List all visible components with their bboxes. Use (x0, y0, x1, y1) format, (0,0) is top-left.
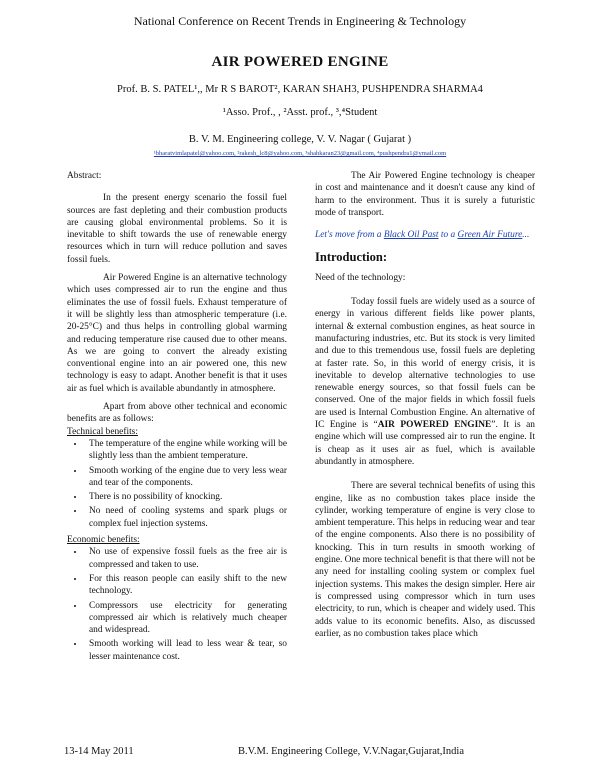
slogan-part: ... (522, 230, 530, 241)
economic-benefits-list (67, 546, 287, 663)
list-item: • No need of cooling systems and spark plugs or complex fuel injection systems. (85, 505, 287, 530)
abstract-paragraph: Air Powered Engine is an alternative technology which uses compressed air to run the engine and thus eliminates the use of fossil fuels. Exhaust temperature of it will be slightly less than atmospheric temperature (i.e. 20-25°C) and thus helps in controlling global warming and reducing temperature rise caused due to other means. As we are going to convert the already existing conventional engine into an air powered one, this new technology is easy to adapt. Another benefit is that it uses air as fuel which is available abundantly in atmosphere. (67, 273, 287, 394)
slogan-part: to a (438, 230, 458, 241)
technical-benefits-list (67, 438, 287, 530)
left-column (67, 170, 287, 667)
abstract-paragraph: Apart from above other technical and economic benefits are as follows: (67, 402, 287, 425)
list-item: • There is no possibility of knocking. (85, 491, 287, 503)
footer-venue: B.V.M. Engineering College, V.V.Nagar,Gujarat,India (238, 746, 464, 757)
subheading: Need of the technology: (315, 272, 406, 283)
slogan-link: Black Oil Past (383, 230, 439, 241)
list-item: • Smooth working of the engine due to very less wear and tear of the components. (85, 465, 287, 490)
abstract-label: Abstract: (67, 171, 102, 181)
list-item: • Compressors use electricity for generating compressed air which is relatively much cheaper and widespread. (85, 600, 287, 637)
slogan-part: Let's move from a (315, 230, 384, 241)
list-item: • For this reason people can easily shift to the new technology. (85, 573, 287, 598)
affiliations: ¹Asso. Prof., , ²Asst. prof., ³,⁴Student (222, 107, 378, 118)
summary-paragraph: The Air Powered Engine technology is cheaper in cost and maintenance and it doesn't cause any kind of harm to the environment. Thus it is surely a futuristic mode of transport. (315, 171, 535, 218)
technical-benefits-label: Technical benefits: (67, 426, 138, 437)
conference-header: National Conference on Recent Trends in Engineering & Technology (133, 14, 467, 28)
list-item: • The temperature of the engine while working will be slightly less than the ambient temperature. (85, 438, 287, 463)
right-column (315, 170, 535, 646)
introduction-heading: Introduction: (315, 250, 388, 265)
college: B. V. M. Engineering college, V. V. Nagar ( Gujarat ) (188, 134, 412, 145)
intro-paragraph (315, 296, 535, 468)
slogan-link: Green Air Future (457, 230, 523, 241)
authors: Prof. B. S. PATEL¹,, Mr R S BAROT², KARAN SHAH3, PUSHPENDRA SHARMA4 (117, 84, 483, 95)
text: ”. It is an engine which will use compressed air to run the engine. It is cheap as it uses air as fuel, which is available abundantly in atmosphere. (315, 420, 535, 467)
author-emails[interactable]: ¹bharatvimlapatel@yahoo.com, ²rakesh_lc8@yahoo.com, ³shahkaran23@gmail.com, ⁴pushpendra1@ymail.com (153, 150, 447, 157)
text: Today fossil fuels are widely used as a source of energy in various different fields like power plants, internal & external combustion engines, as heat source in manufacturing industries, etc. But its stock is very limited and due to this tremendous use, fossil fuels are depleting at faster rate. So, in this world of energy crisis, it is inevitable to develop alternative technologies to use renewable energy sources, so that fossil fuels can be conserved. One of the major fields in which fossil fuels are used is Internal Combustion Engine. An alternative of IC Engine is “ (315, 297, 535, 431)
abstract-paragraph: In the present energy scenario the fossil fuel sources are fast depleting and their combustion products are causing global environmental problems. So it is inevitable to shift towards the use of renewable energy resources which in turn will reduce pollution and saves fossil fuels. (67, 193, 287, 265)
list-item: • No use of expensive fossil fuels as the free air is compressed and taken to use. (85, 546, 287, 571)
economic-benefits-label: Economic benefits: (67, 535, 140, 546)
list-item: • Smooth working will lead to less wear & tear, so lesser maintenance cost. (85, 638, 287, 663)
benefits-paragraph: There are several technical benefits of using this engine, like as no combustion takes place inside the cylinder, working temperature of engine is very close to ambient temperature. This helps in reducing wear and tear of the engine components. Also there is no possibility of knocking. This in turn results in smooth working of engine. One more technical benefit is that there will not be any need for installing cooling system or complex fuel injection systems. This makes the design simpler. Here air is compressed using compressor which in turn uses electricity, to run, which is cheaper and widely used. This adds value to its economic benefits. Also, as discussed earlier, as no combustion takes place which (315, 481, 535, 639)
bold-term: AIR POWERED ENGINE (377, 420, 492, 431)
paper-title: AIR POWERED ENGINE (211, 54, 389, 70)
slogan (315, 229, 535, 241)
footer-date: 13-14 May 2011 (64, 746, 134, 757)
